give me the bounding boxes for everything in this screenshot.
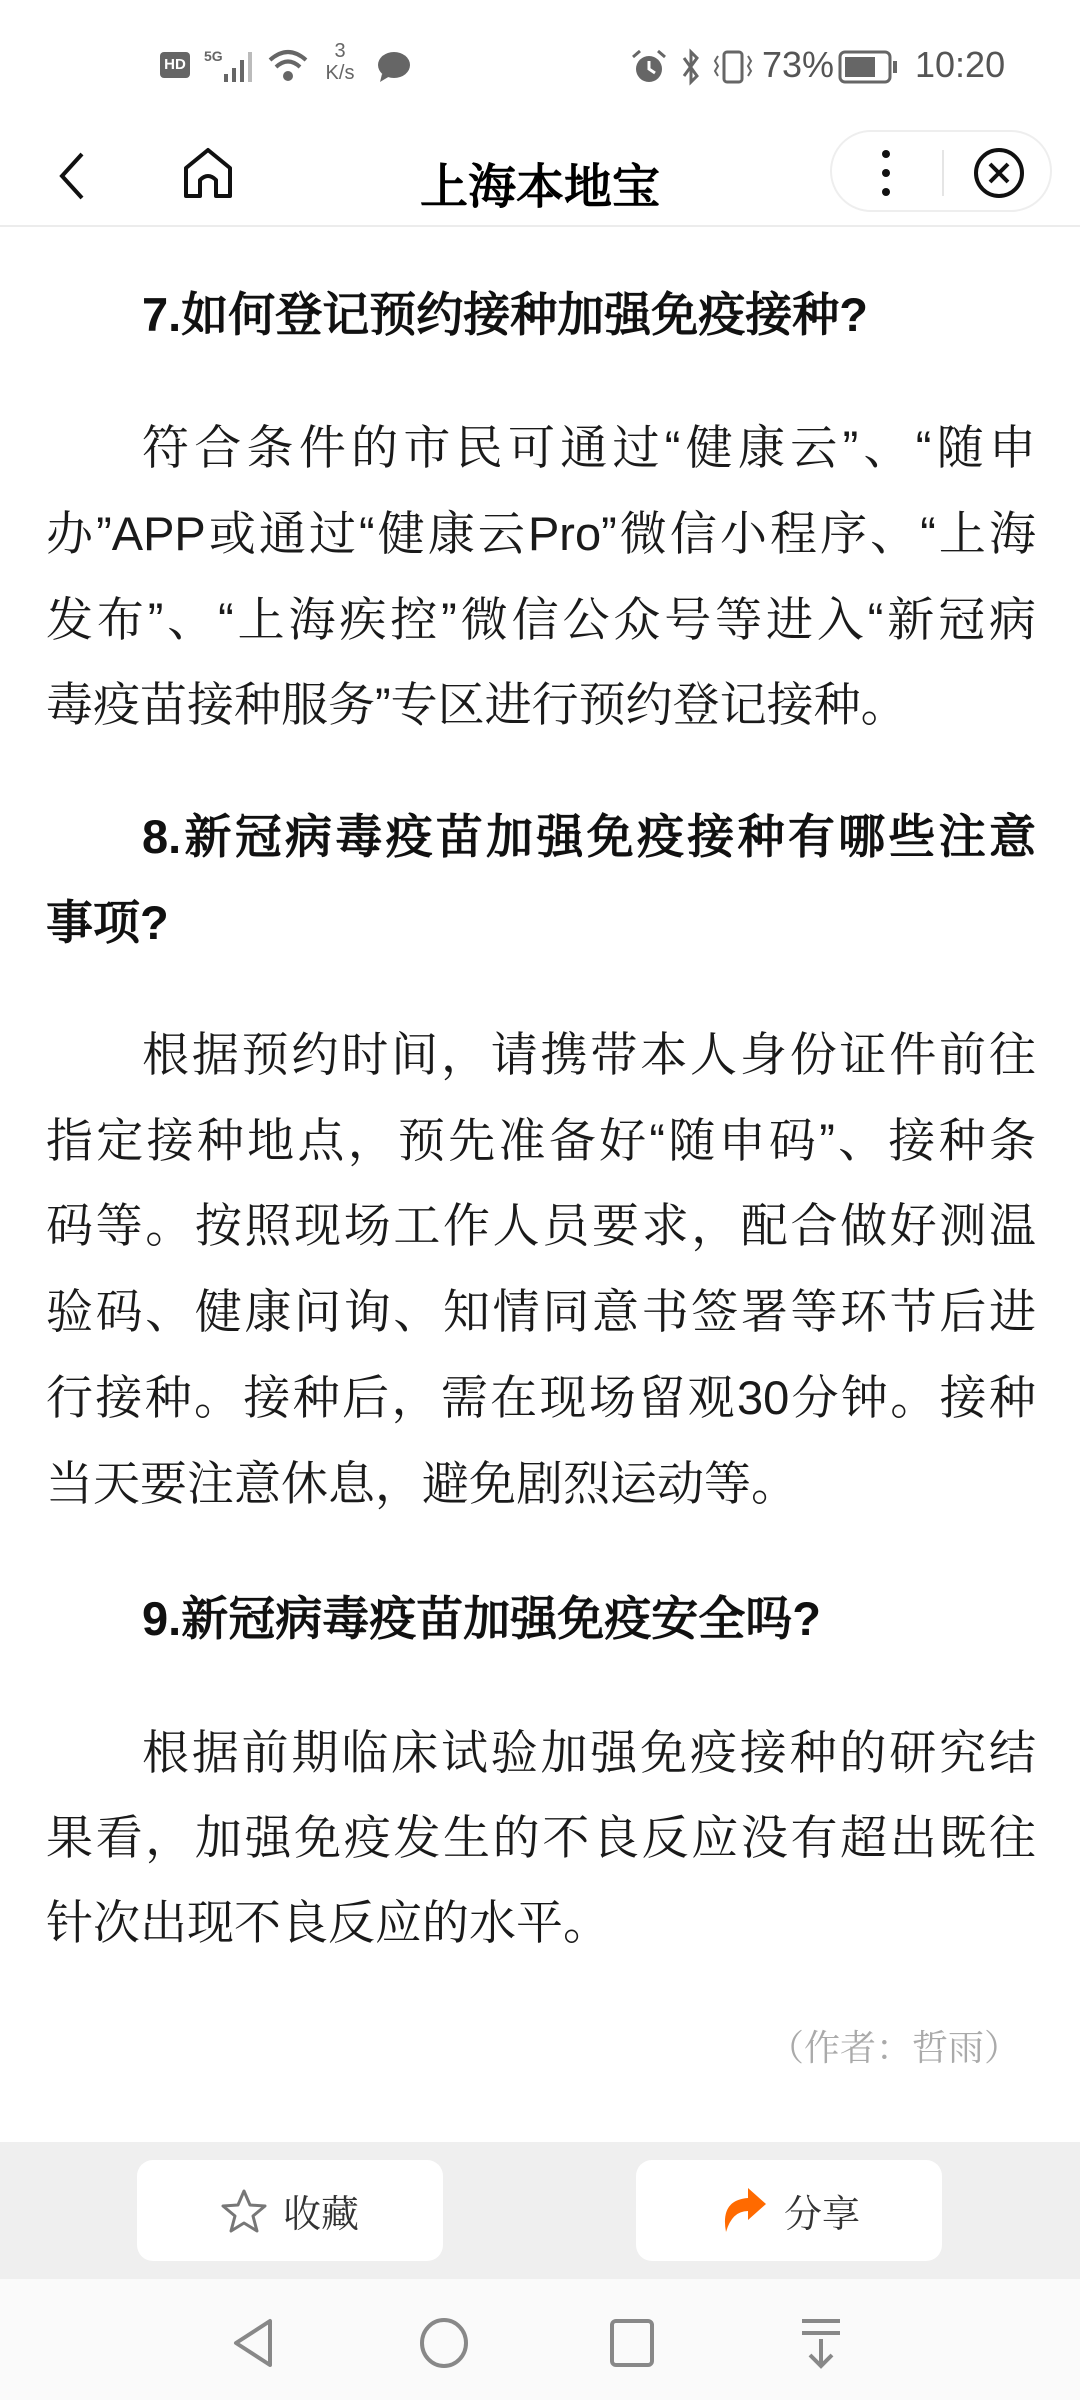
bluetooth-icon — [680, 48, 702, 86]
section-heading: 8.新冠病毒疫苗加强免疫接种有哪些注意 — [142, 810, 1036, 863]
favorite-button[interactable] — [137, 2160, 443, 2261]
system-nav-bar — [0, 2279, 1080, 2400]
net-speed — [322, 40, 358, 84]
share-button[interactable] — [636, 2160, 942, 2261]
share-label: 分享 — [783, 2194, 860, 2236]
paragraph-line: 发布”、“上海疾控”微信公众号等进入“新冠病 — [46, 593, 1036, 646]
nav-notification-icon[interactable] — [798, 2317, 844, 2369]
status-bar — [0, 0, 1080, 130]
paragraph-line: 办”APP或通过“健康云Pro”微信小程序、“上海 — [46, 507, 1036, 560]
author-credit: （作者：哲雨） — [767, 2027, 1020, 2068]
favorite-label: 收藏 — [282, 2194, 359, 2236]
message-icon — [376, 50, 412, 84]
battery-icon — [838, 50, 898, 84]
clock: 10:20 — [915, 44, 1006, 85]
paragraph-line: 果看，加强免疫发生的不良反应没有超出既往 — [46, 1811, 1036, 1864]
battery-percent: 73% — [762, 44, 835, 85]
paragraph-line: 验码、健康问询、知情同意书签署等环节后进 — [46, 1285, 1036, 1338]
paragraph-line: 符合条件的市民可通过“健康云”、“随申 — [142, 421, 1036, 474]
paragraph-line: 毒疫苗接种服务”专区进行预约登记接种。 — [46, 678, 908, 731]
signal-icon — [222, 50, 258, 84]
network-type: 5G — [204, 48, 223, 64]
section-heading: 9.新冠病毒疫苗加强免疫安全吗? — [142, 1592, 821, 1645]
alarm-icon — [630, 48, 668, 86]
wifi-icon — [268, 48, 308, 84]
speed-value: 3 — [334, 40, 346, 62]
share-icon — [718, 2186, 768, 2236]
nav-recents-icon[interactable] — [608, 2317, 656, 2369]
capsule-divider — [942, 150, 944, 196]
paragraph-line: 针次出现不良反应的水平。 — [46, 1896, 610, 1949]
paragraph-line: 指定接种地点，预先准备好“随申码”、接种条 — [46, 1114, 1036, 1167]
paragraph-line: 行接种。接种后，需在现场留观30分钟。接种 — [46, 1371, 1036, 1424]
speed-unit: K/s — [325, 62, 355, 84]
paragraph-line: 根据前期临床试验加强免疫接种的研究结 — [142, 1726, 1036, 1779]
paragraph-line: 当天要注意休息，避免剧烈运动等。 — [46, 1457, 798, 1510]
section-heading: 事项? — [46, 896, 169, 949]
action-bar — [0, 2142, 1080, 2279]
nav-home-icon[interactable] — [418, 2317, 470, 2369]
nav-back-icon[interactable] — [230, 2317, 276, 2369]
vibrate-icon — [712, 48, 754, 86]
star-icon — [221, 2188, 267, 2234]
hd-icon: HD — [160, 52, 190, 78]
paragraph-line: 根据预约时间，请携带本人身份证件前往 — [142, 1028, 1036, 1081]
close-icon[interactable] — [972, 146, 1026, 200]
section-heading: 7.如何登记预约接种加强免疫接种? — [142, 288, 868, 341]
top-nav-bar — [0, 130, 1080, 227]
page-title: 上海本地宝 — [419, 161, 660, 214]
mini-program-capsule — [830, 130, 1052, 212]
more-icon[interactable] — [880, 148, 892, 198]
paragraph-line: 码等。按照现场工作人员要求，配合做好测温 — [46, 1199, 1036, 1252]
